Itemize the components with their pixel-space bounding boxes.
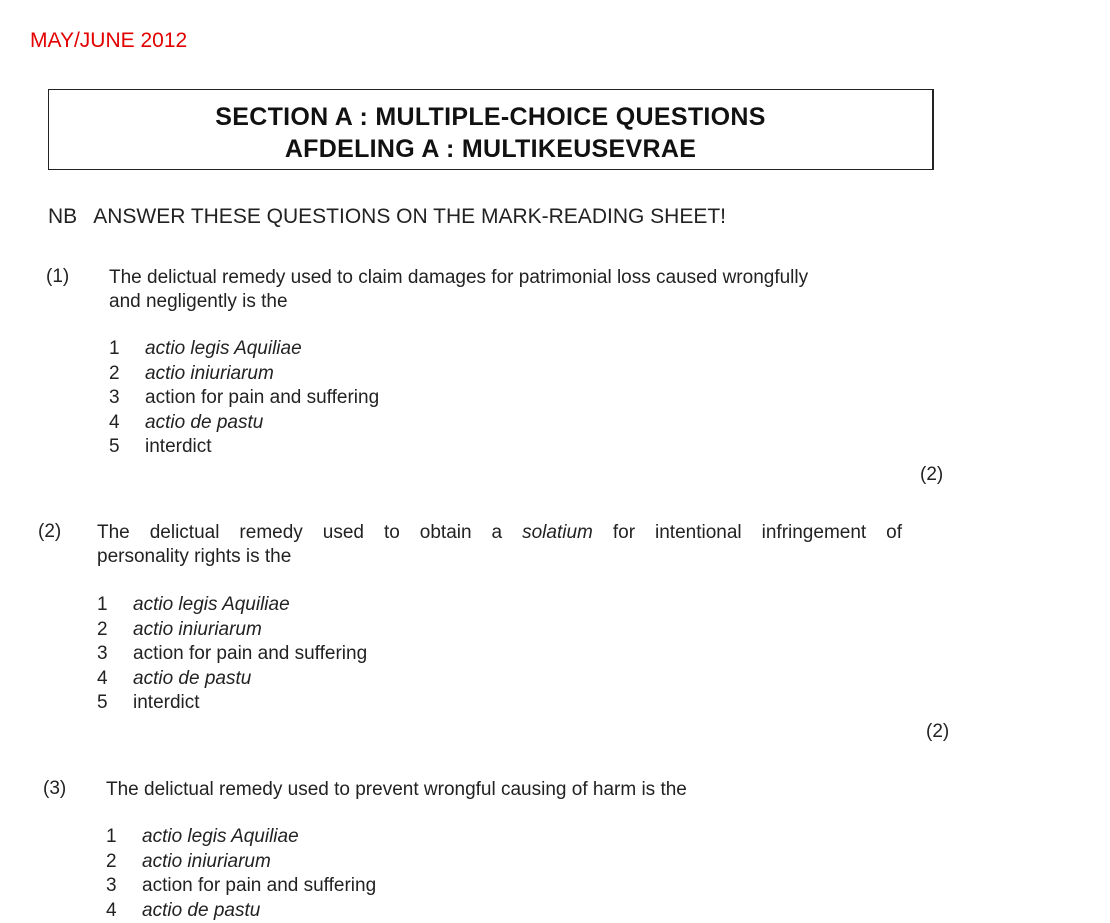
section-title-box xyxy=(48,89,934,170)
question-1-text xyxy=(109,266,909,314)
question-1-option: 2 actio iniuriarum xyxy=(109,362,274,384)
question-2-option: 4 actio de pastu xyxy=(97,667,252,689)
question-2-option: 2 actio iniuriarum xyxy=(97,618,262,640)
exam-date: MAY/JUNE 2012 xyxy=(30,29,188,52)
question-1-option: 4 actio de pastu xyxy=(109,411,264,433)
section-title-afrikaans: AFDELING A : MULTIKEUSEVRAE xyxy=(284,135,697,163)
instruction-prefix: NB xyxy=(48,205,78,228)
question-3-option: 1 actio legis Aquiliae xyxy=(106,826,299,847)
question-2-option: 5 interdict xyxy=(97,692,200,714)
question-3-line-1: The delictual remedy used to prevent wrongful causing of harm is the xyxy=(106,779,687,800)
question-3-option: 3 action for pain and suffering xyxy=(106,875,377,897)
instruction-line xyxy=(48,205,726,229)
question-2-options xyxy=(97,593,367,716)
question-3-option: 2 actio iniuriarum xyxy=(106,850,271,872)
question-1-option: 5 interdict xyxy=(109,436,212,458)
question-1-line-1: The delictual remedy used to claim damages for patrimonial loss caused wrongfully xyxy=(109,267,809,288)
question-2-option: 3 action for pain and suffering xyxy=(97,643,368,665)
question-1-marks: (2) xyxy=(920,464,944,485)
question-2-number: (2) xyxy=(38,521,62,542)
section-title-english: SECTION A : MULTIPLE-CHOICE QUESTIONS xyxy=(215,103,766,131)
question-1-options xyxy=(109,337,379,460)
instruction-text: ANSWER THESE QUESTIONS ON THE MARK-READING SHEET! xyxy=(93,205,726,228)
question-3-text xyxy=(106,778,906,802)
question-1-option: 1 actio legis Aquiliae xyxy=(109,338,302,359)
question-1-option: 3 action for pain and suffering xyxy=(109,387,380,409)
question-1-line-2: and negligently is the xyxy=(109,291,288,312)
question-3-options xyxy=(106,825,377,921)
question-2-marks: (2) xyxy=(926,721,950,742)
question-3-number: (3) xyxy=(43,778,67,799)
question-1-number: (1) xyxy=(46,266,70,287)
question-2-text xyxy=(97,521,902,569)
question-2-italic-term: solatium xyxy=(522,522,593,543)
question-3-option: 4 actio de pastu xyxy=(106,899,261,921)
question-2-option: 1 actio legis Aquiliae xyxy=(97,594,290,615)
question-2-line-1: The delictual remedy used to obtain a solatium for intentional infringement of xyxy=(97,522,903,543)
question-2-line-2: personality rights is the xyxy=(97,546,292,567)
